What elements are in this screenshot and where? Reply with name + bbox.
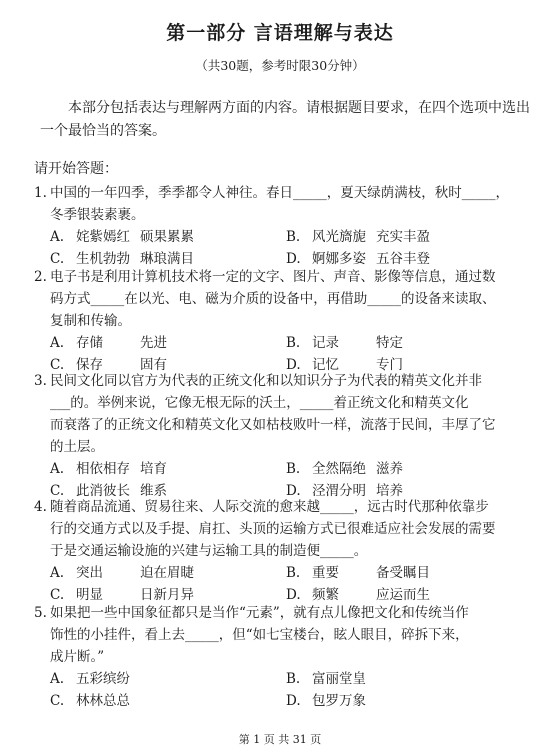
section-intro: 本部分包括表达与理解两方面的内容。请根据题目要求，在四个选项中选出一个最恰当的答案。 bbox=[40, 100, 530, 139]
option-d[interactable]: D. 包罗万象 bbox=[286, 693, 366, 709]
option-b[interactable]: B. 全然隔绝 滋养 bbox=[286, 461, 403, 477]
question-stem: 复制和传输。 bbox=[50, 313, 131, 329]
option-a[interactable]: A. 姹紫嫣红 硕果累累 bbox=[50, 229, 194, 245]
options-row bbox=[34, 668, 530, 690]
question-number: 1. bbox=[34, 185, 47, 201]
option-c[interactable]: C. 此消彼长 维系 bbox=[50, 483, 167, 499]
question-5 bbox=[34, 602, 530, 712]
options-row bbox=[34, 332, 530, 354]
question-stem: 随着商品流通、贸易往来、人际交流的愈来越_____，远古时代那种依靠步 bbox=[50, 499, 489, 515]
question-stem: 的土层。 bbox=[50, 439, 104, 455]
question-4 bbox=[34, 496, 530, 606]
question-stem: ___的。举例来说，它像无根无际的沃土，_____着正统文化和精英文化 bbox=[50, 395, 469, 411]
question-stem: 如果把一些中国象征都只是当作“元素”，就有点儿像把文化和传统当作 bbox=[50, 605, 469, 621]
question-1 bbox=[34, 182, 530, 270]
options-row bbox=[34, 458, 530, 480]
option-a[interactable]: A. 存储 先进 bbox=[50, 335, 167, 351]
question-stem: 行的交通方式以及手提、肩扛、头顶的运输方式已很难适应社会发展的需要 bbox=[50, 521, 496, 537]
option-b[interactable]: B. 风光旖旎 充实丰盈 bbox=[286, 229, 430, 245]
option-b[interactable]: B. 记录 特定 bbox=[286, 335, 403, 351]
option-c[interactable]: C. 明显 日新月异 bbox=[50, 587, 194, 603]
option-d[interactable]: D. 婀娜多姿 五谷丰登 bbox=[286, 251, 430, 267]
question-number: 5. bbox=[34, 605, 47, 621]
option-a[interactable]: A. 突出 迫在眉睫 bbox=[50, 565, 194, 581]
start-label: 请开始答题： bbox=[34, 161, 118, 177]
question-stem: 而衰落了的正统文化和精英文化又如枯枝败叶一样，流落于民间，丰厚了它 bbox=[50, 417, 496, 433]
question-stem: 成片断。” bbox=[50, 649, 105, 665]
option-b[interactable]: B. 富丽堂皇 bbox=[286, 671, 366, 687]
options-row bbox=[34, 562, 530, 584]
question-stem: 冬季银装素裹。 bbox=[50, 207, 145, 223]
option-a[interactable]: A. 五彩缤纷 bbox=[50, 671, 130, 687]
options-row bbox=[34, 690, 530, 712]
option-b[interactable]: B. 重要 备受瞩目 bbox=[286, 565, 430, 581]
section-title: 第一部分 言语理解与表达 bbox=[166, 22, 394, 44]
question-stem: 于是交通运输设施的兴建与运输工具的制造便_____。 bbox=[50, 543, 368, 559]
option-d[interactable]: D. 泾渭分明 培养 bbox=[286, 483, 403, 499]
question-stem: 电子书是利用计算机技术将一定的文字、图片、声音、影像等信息，通过数 bbox=[50, 269, 496, 285]
question-stem: 饰性的小挂件，看上去_____，但“如七宝楼台，眩人眼目，碎拆下来， bbox=[50, 627, 469, 643]
section-subtitle: （共30题，参考时限30分钟） bbox=[195, 58, 365, 73]
option-a[interactable]: A. 相依相存 培育 bbox=[50, 461, 167, 477]
option-c[interactable]: C. 林林总总 bbox=[50, 693, 130, 709]
question-number: 4. bbox=[34, 499, 47, 515]
question-2 bbox=[34, 266, 530, 376]
option-d[interactable]: D. 频繁 应运而生 bbox=[286, 587, 430, 603]
options-row bbox=[34, 226, 530, 248]
option-d[interactable]: D. 记忆 专门 bbox=[286, 357, 403, 373]
question-stem: 民间文化同以官方为代表的正统文化和以知识分子为代表的精英文化并非 bbox=[50, 373, 482, 389]
question-stem: 码方式_____在以光、电、磁为介质的设备中，再借助_____的设备来读取、 bbox=[50, 291, 496, 307]
question-number: 2. bbox=[34, 269, 47, 285]
question-number: 3. bbox=[34, 373, 47, 389]
option-c[interactable]: C. 生机勃勃 琳琅满目 bbox=[50, 251, 194, 267]
question-stem: 中国的一年四季，季季都令人神往。春日_____，夏天绿荫满枝，秋时_____， bbox=[50, 185, 509, 201]
page-footer: 第 1 页 共 31 页 bbox=[238, 733, 322, 746]
question-3 bbox=[34, 370, 530, 502]
option-c[interactable]: C. 保存 固有 bbox=[50, 357, 167, 373]
